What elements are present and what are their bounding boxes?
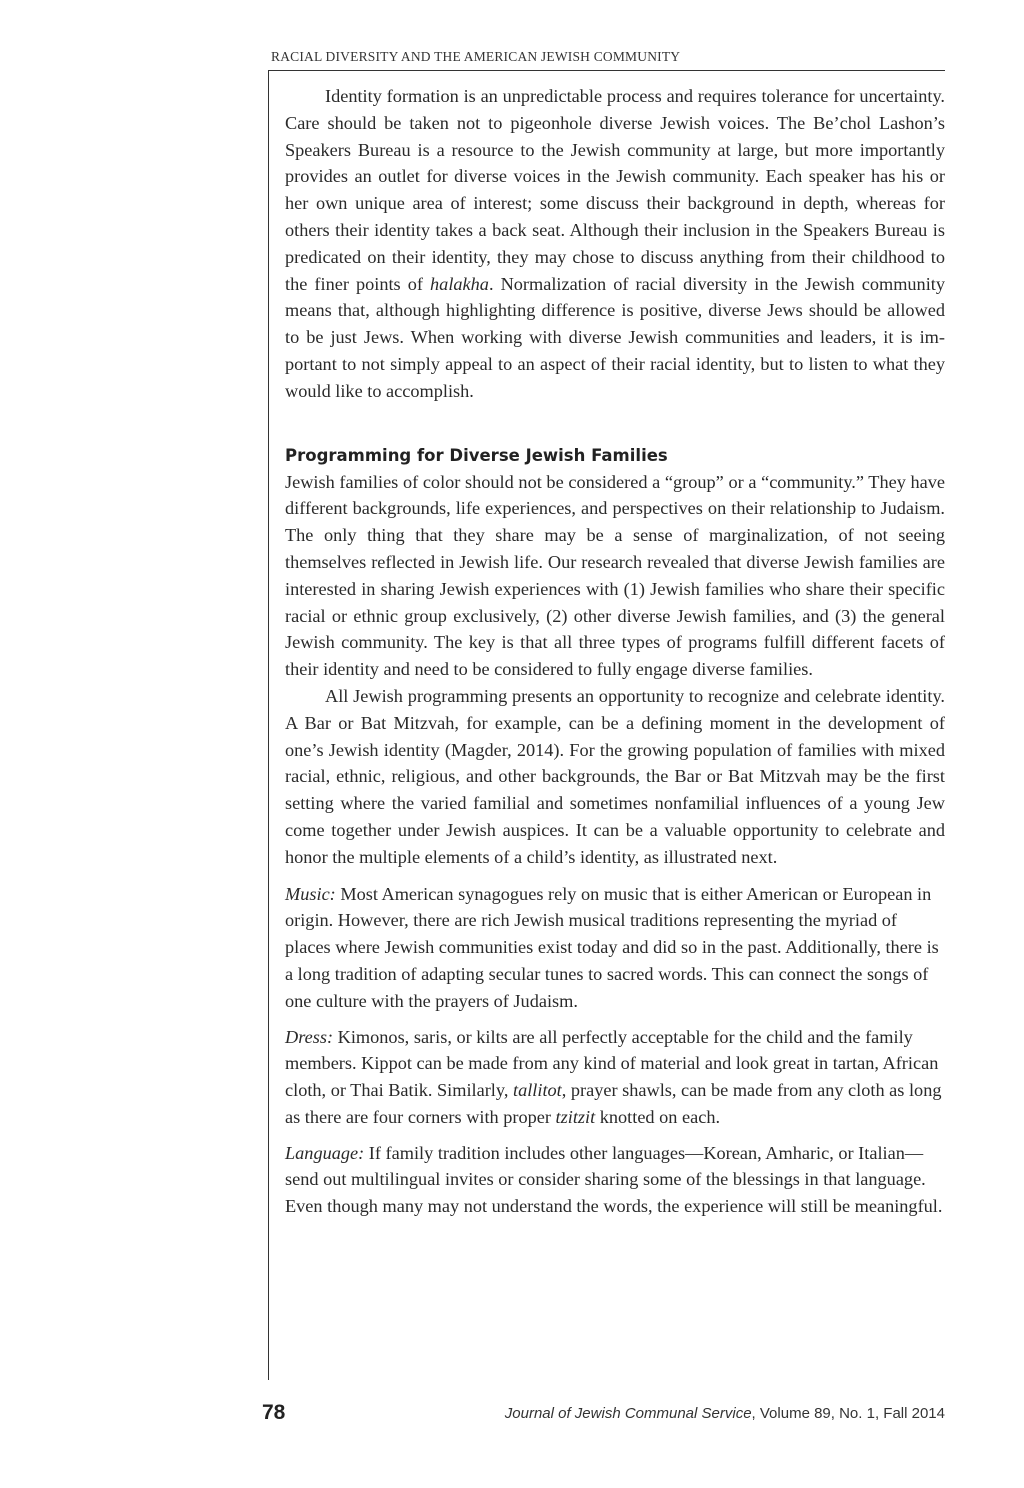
music-text: Most American synagogues rely on music that is either American or European in origin. However, there are rich Jewish musical traditions representing the myriad of places where Jewish communities exist today and did so in the past. Additionally, there is a long tradition of adapting secular tunes to sacred words. This can connect the songs of one culture with the prayers of Judaism. bbox=[285, 883, 939, 1011]
term-tallitot: tallitot bbox=[512, 1080, 562, 1101]
dress-text: Kimonos, saris, or kilts are all perfectly acceptable for the child and the family members. Kippot can be made from any kind of material and look great in tartan, African cloth, or Thai Batik. Similarly, bbox=[285, 1026, 939, 1101]
paragraph-text: . Normalization of racial diversity in the Jewish community means that, although highlighting difference is positive, diverse Jews should be allowed to be just Jews. When working with diverse Jewish communities and leaders, it is important to not simply appeal to an aspect of their racial identity, but to listen to what they would like to accomplish. bbox=[285, 273, 945, 401]
term-tzitzit: tzitzit bbox=[555, 1106, 596, 1127]
dress-text: knotted on each. bbox=[595, 1106, 721, 1127]
block-dress bbox=[285, 1024, 945, 1131]
article-body bbox=[285, 83, 945, 1220]
margin-rule bbox=[268, 70, 269, 1380]
section-heading: Programming for Diverse Jewish Families bbox=[285, 445, 668, 465]
block-language bbox=[285, 1140, 945, 1220]
dress-label: Dress: bbox=[285, 1026, 334, 1047]
term-halakha: halakha bbox=[430, 273, 489, 294]
language-label: Language: bbox=[285, 1142, 365, 1163]
header-rule bbox=[268, 70, 945, 71]
paragraph-bar-bat-mitzvah: All Jewish programming presents an opportunity to recognize and celebrate identity. A Bar or Bat Mitzvah, for example, can be a defining moment in the development of one’s Jewish identity (Magder, 2014). For the growing population of families with mixed racial, ethnic, religious, and other backgrounds, the Bar or Bat Mitzvah may be the first setting where the varied familial and sometimes nonfamilial influences of a young Jew come together under Jewish auspices. It can be a valuable opportunity to celebrate and honor the multiple elements of a child’s identity, as illustrated next. bbox=[285, 685, 945, 867]
journal-name: Journal of Jewish Communal Service bbox=[504, 1405, 752, 1422]
journal-issue: , Volume 89, No. 1, Fall 2014 bbox=[751, 1405, 945, 1422]
language-text: If family tradition includes other languages—Korean, Amharic, or Italian—send out multilingual invites or consider sharing some of the blessings in that language. Even though many may not understand the words, the experience will still be meaningful. bbox=[285, 1142, 943, 1217]
page-number: 78 bbox=[262, 1401, 286, 1424]
paragraph-text: Identity formation is an unpredictable process and requires tolerance for uncertainty. Care should be taken not to pigeonhole diverse Jewish voices. The Be’chol Lashon’s Speakers Bureau is a resource to the Jewish community at large, but more importantly provides an outlet for diverse voices in the Jewish community. Each speaker has his or her own unique area of interest; some discuss their background in depth, whereas for others their identity takes a back seat. Although their inclusion in the Speakers Bureau is predicated on their identity, they may chose to discuss anything from their childhood to the finer points of bbox=[285, 86, 945, 294]
running-head: RACIAL DIVERSITY AND THE AMERICAN JEWISH COMMUNITY bbox=[271, 49, 681, 64]
dress-text: , prayer shawls, can be made from any cloth as long as there are four corners with proper bbox=[285, 1080, 942, 1127]
paragraph-identity-formation bbox=[285, 83, 945, 405]
journal-citation bbox=[505, 1405, 945, 1422]
paragraph-families-of-color: Jewish families of color should not be considered a “group” or a “community.” They have different backgrounds, life experiences, and perspectives on their relationship to Judaism. The only thing that they share may be a sense of marginalization, of not seeing themselves reflected in Jewish life. Our research revealed that diverse Jewish families are interested in sharing Jewish experiences with (1) Jewish families who share their specific racial or ethnic group exclusively, (2) other diverse Jewish families, and (3) the general Jewish community. The key is that all three types of programs fulfill different facets of their identity and need to be considered to fully engage diverse families. bbox=[285, 471, 945, 680]
music-label: Music: bbox=[285, 883, 336, 904]
block-music bbox=[285, 881, 945, 1015]
